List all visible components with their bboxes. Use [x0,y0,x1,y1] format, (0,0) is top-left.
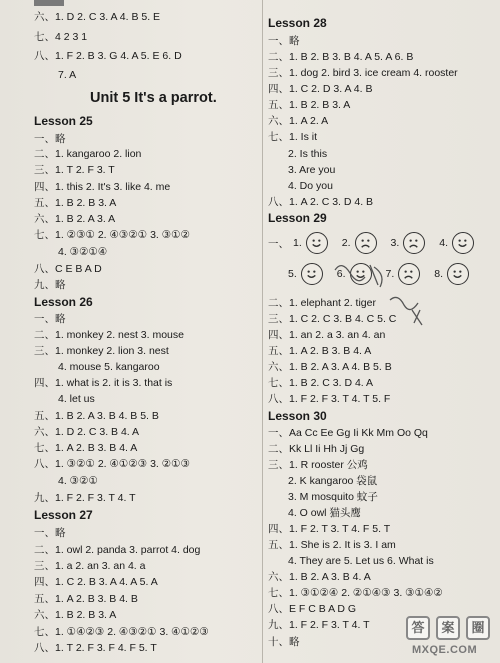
answer-line: 三、1. monkey 2. lion 3. nest [34,345,169,357]
sad-face-icon [355,232,377,254]
answer-line: 二、1. B 2. B 3. B 4. A 5. A 6. B [268,51,414,63]
answer-line: 七、1. ①④②③ 2. ④③②① 3. ④①②③ [34,626,209,638]
answer-line: 九、略 [34,279,66,291]
answer-line: 三、1. C 2. C 3. B 4. C 5. C [268,313,397,325]
handwriting-scribble [330,255,440,330]
answer-line: 九、1. F 2. F 3. T 4. T [34,492,136,504]
answer-line: 四、1. what is 2. it is 3. that is [34,377,173,389]
lesson-26-title: Lesson 26 [34,295,93,309]
answer-line: 一、略 [268,35,300,47]
answer-line: 五、1. B 2. B 3. A [34,197,117,209]
face-number: 3. [390,237,400,249]
site-watermark [404,612,498,662]
answer-line: 4. ③②① [58,475,98,487]
answer-line: 六、1. D 2. C 3. A 4. B 5. E [34,11,161,23]
answer-line: 六、1. B 2. A 3. A [34,213,116,225]
answer-line: 一、略 [34,133,66,145]
answer-line: 五、1. A 2. B 3. B 4. A [268,345,372,357]
answer-line: 4. They are 5. Let us 6. What is [288,555,434,567]
answer-line: 二、1. owl 2. panda 3. parrot 4. dog [34,544,201,556]
lesson-29-title: Lesson 29 [268,211,327,225]
face-number: 4. [439,237,449,249]
face-number: 6. [336,268,346,280]
answer-line: 一、略 [34,527,66,539]
happy-face-icon [306,232,328,254]
answer-line: 八、1. A 2. C 3. D 4. B [268,196,374,208]
answer-line: 4. let us [58,393,95,405]
column-divider [262,0,263,663]
answer-line: 八、1. ③②① 2. ④①②③ 3. ②①③ [34,458,190,470]
answer-line: 一、Aa Cc Ee Gg Ii Kk Mm Oo Qq [268,427,428,439]
answer-line: 六、1. A 2. A [268,115,329,127]
answer-line: 四、1. C 2. D 3. A 4. B [268,83,373,95]
answer-line: 7. A [58,69,77,81]
answer-line: 三、1. a 2. an 3. an 4. a [34,560,146,572]
answer-line: 六、1. B 2. A 3. B 4. A [268,571,371,583]
answer-line: 二、Kk Ll Ii Hh Jj Gg [268,443,365,455]
answer-line: 四、1. an 2. a 3. an 4. an [268,329,386,341]
answer-line: 六、1. B 2. A 3. A 4. B 5. B [268,361,392,373]
answer-line: 五、1. A 2. B 3. B 4. B [34,593,138,605]
face-number: 7. [385,268,395,280]
answer-line: 六、1. D 2. C 3. B 4. A [34,426,140,438]
answer-line: 三、1. dog 2. bird 3. ice cream 4. rooster [268,67,458,79]
sad-face-icon [403,232,425,254]
answer-line: 八、E F C B A D G [268,603,357,615]
watermark-tile: 圈 [466,616,490,640]
answer-line: 2. Is this [288,148,328,160]
answer-line: 4. mouse 5. kangaroo [58,361,160,373]
answer-line: 九、1. F 2. F 3. T 4. T [268,619,370,631]
answer-line: 三、1. R rooster 公鸡 [268,459,368,471]
answer-line: 4. O owl 猫头鹰 [288,507,361,519]
answer-line: 五、1. She is 2. It is 3. I am [268,539,396,551]
watermark-tile: 案 [436,616,460,640]
answer-line: 三、1. T 2. F 3. T [34,164,115,176]
answer-line: 4. Do you [288,180,333,192]
answer-line: 二、1. monkey 2. nest 3. mouse [34,329,184,341]
answer-line: 七、4 2 3 1 [34,31,88,43]
unit-title: Unit 5 It's a parrot. [90,90,217,106]
answer-line: 八、1. T 2. F 3. F 4. F 5. T [34,642,157,654]
answer-line: 四、1. F 2. T 3. T 4. F 5. T [268,523,391,535]
answer-line: 八、C E B A D [34,263,102,275]
answer-line: 二、1. elephant 2. tiger [268,297,376,309]
answer-line: 四、1. this 2. It's 3. like 4. me [34,181,171,193]
answer-line: 3. M mosquito 蚊子 [288,491,378,503]
answer-line: 五、1. B 2. A 3. B 4. B 5. B [34,410,159,422]
answer-line: 4. ③②①④ [58,246,108,258]
face-number: 2. [341,237,351,249]
happy-face-icon [301,263,323,285]
answer-line: 八、1. F 2. F 3. T 4. T 5. F [268,393,391,405]
lesson-30-title: Lesson 30 [268,409,327,423]
watermark-tile: 答 [406,616,430,640]
answer-line: 四、1. C 2. B 3. A 4. A 5. A [34,576,158,588]
answer-line: 二、1. kangaroo 2. lion [34,148,142,160]
face-number: 8. [434,268,444,280]
lesson-27-title: Lesson 27 [34,508,93,522]
lesson-25-title: Lesson 25 [34,114,93,128]
answer-line: 一、略 [34,313,66,325]
faces-row-1 [268,232,488,254]
answer-line: 2. K kangaroo 袋鼠 [288,475,378,487]
lesson-28-title: Lesson 28 [268,16,327,30]
answer-line: 五、1. B 2. B 3. A [268,99,351,111]
face-number: 5. [288,268,297,280]
answer-line: 3. Are you [288,164,336,176]
happy-face-icon [452,232,474,254]
answer-line: 八、1. F 2. B 3. G 4. A 5. E 6. D [34,50,182,62]
answer-line: 七、1. ②③① 2. ④③②① 3. ③①② [34,229,190,241]
answer-line: 七、1. A 2. B 3. B 4. A [34,442,138,454]
happy-face-icon [447,263,469,285]
corner-mark [34,0,64,6]
answer-line: 十、略 [268,636,300,648]
answer-line: 六、1. B 2. B 3. A [34,609,117,621]
answer-line: 七、1. Is it [268,131,318,143]
face-number: 1. [293,237,302,249]
answer-line: 七、1. ③①②④ 2. ②①④③ 3. ③①④② [268,587,443,599]
faces-label: 一、 [268,237,289,250]
answer-line: 七、1. B 2. C 3. D 4. A [268,377,374,389]
watermark-text: MXQE.COM [412,644,478,656]
